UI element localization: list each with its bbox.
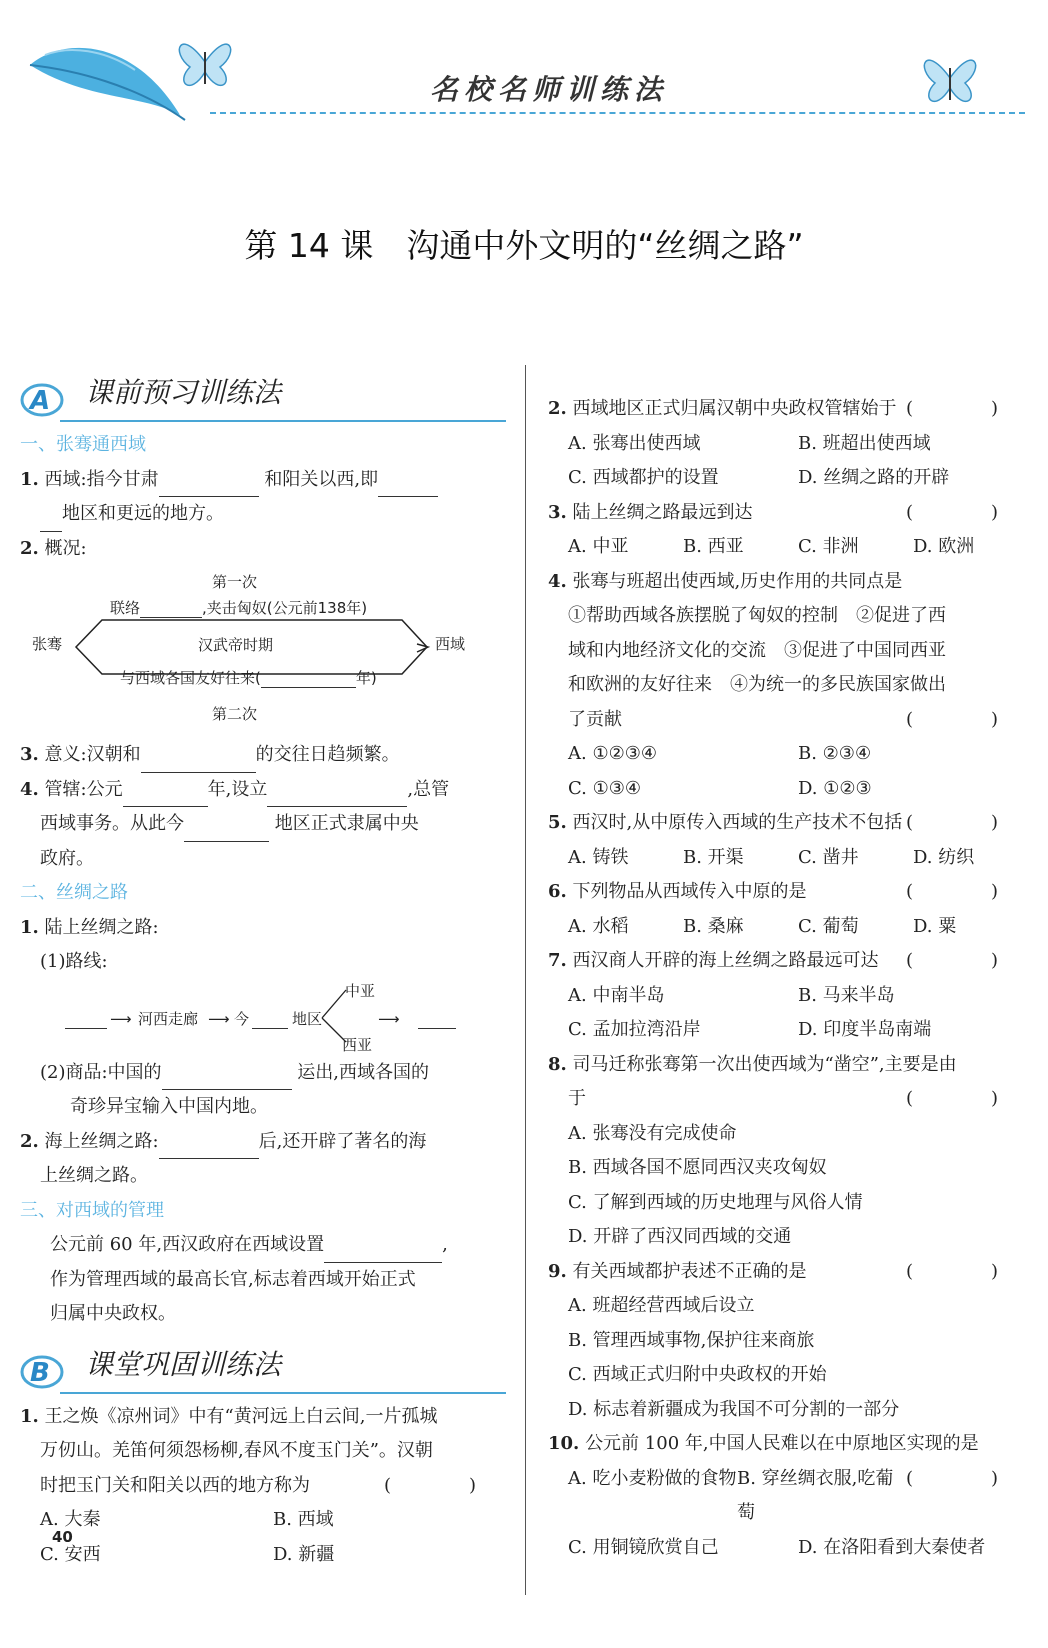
option: D. 丝绸之路的开辟 bbox=[798, 467, 950, 488]
header-divider bbox=[210, 112, 1025, 114]
section-a-badge-icon bbox=[20, 378, 64, 418]
option: A. 吃小麦粉做的食物 bbox=[568, 1467, 737, 1489]
series-title: 名校名师训练法 bbox=[430, 73, 669, 106]
svg-text:B: B bbox=[30, 1357, 50, 1388]
option-row bbox=[548, 427, 1028, 462]
option: A. ①②③④ bbox=[568, 743, 657, 764]
column-divider bbox=[525, 365, 526, 1595]
option-row bbox=[548, 1324, 1028, 1359]
section-a-header bbox=[20, 372, 506, 428]
question-stem: 6. 下列物品从西域传入中原的是 ( ) bbox=[548, 881, 1028, 902]
option-row bbox=[548, 841, 1028, 876]
option: B. ②③④ bbox=[798, 743, 872, 764]
option: A. 张骞没有完成使命 bbox=[568, 1122, 737, 1144]
option-row bbox=[548, 772, 1028, 807]
option: B. 开渠 bbox=[683, 846, 744, 868]
question-stem: 3. 陆上丝绸之路最远到达 ( ) bbox=[548, 501, 1028, 523]
option: D. 欧洲 bbox=[913, 536, 975, 557]
option: B. 马来半岛 bbox=[798, 984, 895, 1006]
silk-road-route-diagram: ⟶ 河西走廊 ⟶ 今 地区 中亚 西亚 ⟶ bbox=[20, 980, 506, 1056]
butterfly-icon bbox=[170, 22, 240, 102]
question-stem-cont: 和欧洲的友好往来 ④为统一的多民族国家做出 bbox=[568, 674, 946, 695]
option-row bbox=[548, 1013, 1028, 1048]
option: C. 了解到西域的历史地理与风俗人情 bbox=[568, 1191, 863, 1213]
option: A. 中南半岛 bbox=[568, 984, 665, 1006]
option: D. 标志着新疆成为我国不可分割的一部分 bbox=[568, 1398, 900, 1420]
right-column: 2. 西域地区正式归属汉朝中央政权管辖始于 ( ) A. 张骞出使西域 B. 班超出使西域 C. 西域都护的设置 D. 丝绸之路的开辟 3. 陆上丝绸之路最远到达 ( ) A. 中亚 B. 西亚 C. 非洲 D. 欧洲 4. 张骞与班超出使西域,历史作用的共同点是 ①帮助西域各族摆脱了匈奴的控制 ②促进了西 域和内地经济文化的交流 ③促进了中国同西亚 和欧洲的友好往来 ④为统一的多民族国家做出 了贡献 ( ) A. ①②③④ B. ②③④ C. ①③④ D. ①②③ 5. 西汉时,从中原传入西域的生产技术不包括 ( ) A. 铸铁 B. 开渠 C. 凿井 D. 纺织 6. 下列物品从西域传入中原的是 ( ) A. 水稻 B. 桑麻 C. 葡萄 D. 粟 7. 西汉商人开辟的海上丝绸之路最远可达 ( ) A. 中南半岛 B. 马来半岛 C. 孟加拉湾沿岸 D. 印度半岛南端 8. 司马迁称张骞第一次出使西域为“凿空”,主要是由 于 ( ) A. 张骞没有完成使命 B. 西域各国不愿同西汉夹攻匈奴 C. 了解到西域的历史地理与风俗人情 D. 开辟了西汉同西域的交通 9. 有关西域都护表述不正确的是 ( ) A. 班超经营西域后设立 B. 管理西域事物,保护往来商旅 C. 西域正式归附中央政权的开始 D. 标志着新疆成为我国不可分割的一部分 10. 公元前 100 年,中国人民难以在中原地区实现的是 ( ) A. 吃小麦粉做的食物 B. 穿丝绸衣服,吃葡萄 C. 用铜镜欣赏自己 D. 在洛阳看到大秦使者 bbox=[548, 392, 1028, 1565]
option: C. 用铜镜欣赏自己 bbox=[568, 1536, 719, 1558]
option-row bbox=[548, 1531, 1028, 1566]
lesson-title: 第 14 课 沟通中外文明的“丝绸之路” bbox=[244, 226, 804, 265]
question: 2. 概况: bbox=[20, 537, 87, 559]
option-row bbox=[548, 979, 1028, 1014]
option-row bbox=[548, 1289, 1028, 1324]
question-stem-cont: 于 ( ) bbox=[568, 1088, 1028, 1109]
option: C. ①③④ bbox=[568, 777, 641, 799]
question-stem-cont: 了贡献 ( ) bbox=[568, 708, 1028, 730]
question-stem: 5. 西汉时,从中原传入西域的生产技术不包括 ( ) bbox=[548, 812, 1028, 833]
page-number: 40 bbox=[52, 1528, 73, 1546]
option-row bbox=[548, 530, 1028, 565]
option: C. 西域都护的设置 bbox=[568, 467, 719, 488]
option: C. 非洲 bbox=[798, 536, 859, 557]
option-row bbox=[548, 1117, 1028, 1152]
option: B. 管理西域事物,保护往来商旅 bbox=[568, 1329, 815, 1351]
question-stem: 2. 西域地区正式归属汉朝中央政权管辖始于 ( ) bbox=[548, 398, 1028, 419]
option-row bbox=[548, 1358, 1028, 1393]
section-b-badge-icon bbox=[20, 1350, 64, 1390]
option-row bbox=[548, 461, 1028, 496]
option: C. 葡萄 bbox=[798, 915, 859, 937]
subheading-1: 一、张骞通西域 bbox=[20, 434, 146, 455]
question-stem-cont: 域和内地经济文化的交流 ③促进了中国同西亚 bbox=[568, 639, 946, 661]
option: C. 西域正式归附中央政权的开始 bbox=[568, 1364, 827, 1385]
option-row bbox=[548, 1462, 906, 1531]
question-stem: 4. 张骞与班超出使西域,历史作用的共同点是 bbox=[548, 570, 903, 592]
option-row bbox=[548, 1151, 1028, 1186]
section-b-header bbox=[20, 1344, 506, 1400]
option-row bbox=[548, 910, 1028, 945]
option: C. 孟加拉湾沿岸 bbox=[568, 1019, 701, 1040]
section-a-title: 课前预习训练法 bbox=[85, 376, 282, 409]
zhang-qian-diagram: 第一次 联络 ,夹击匈奴(公元前138年) 张骞 汉武帝时期 西域 与西域各国友好往来( 年) 第二次 bbox=[32, 573, 466, 723]
option-row bbox=[548, 1393, 1028, 1428]
butterfly-icon bbox=[915, 38, 985, 118]
option: A. 张骞出使西域 bbox=[568, 432, 701, 454]
option: B. 桑麻 bbox=[683, 915, 744, 937]
option: B. 西域各国不愿同西汉夹攻匈奴 bbox=[568, 1157, 827, 1178]
option: B. 西亚 bbox=[683, 536, 744, 557]
question-stem: 10. 公元前 100 年,中国人民难以在中原地区实现的是 bbox=[548, 1433, 979, 1454]
option: D. ①②③ bbox=[798, 777, 872, 799]
option: D. 开辟了西汉同西域的交通 bbox=[568, 1226, 792, 1247]
option-row bbox=[548, 1186, 1028, 1221]
subheading-2: 二、丝绸之路 bbox=[20, 882, 128, 903]
option: B. 班超出使西域 bbox=[798, 432, 931, 454]
option: D. 粟 bbox=[913, 915, 957, 937]
option: A. 班超经营西域后设立 bbox=[568, 1295, 755, 1316]
option: D. 在洛阳看到大秦使者 bbox=[798, 1536, 986, 1558]
question-stem: 8. 司马迁称张骞第一次出使西域为“凿空”,主要是由 bbox=[548, 1053, 957, 1075]
option: A. 中亚 bbox=[568, 536, 629, 557]
section-b-title: 课堂巩固训练法 bbox=[85, 1347, 282, 1381]
option: A. 铸铁 bbox=[568, 846, 629, 868]
svg-text:A: A bbox=[30, 386, 51, 416]
option: C. 凿井 bbox=[798, 846, 859, 868]
question: 1. 西域:指今甘肃 和阳关以西,即 bbox=[20, 463, 506, 498]
option: B. 穿丝绸衣服,吃葡萄 bbox=[736, 1467, 894, 1523]
question-stem-cont: ①帮助西域各族摆脱了匈奴的控制 ②促进了西 bbox=[568, 605, 946, 626]
option-row bbox=[548, 737, 1028, 772]
option: D. 印度半岛南端 bbox=[798, 1019, 932, 1040]
left-column: A 课前预习训练法 一、张骞通西域 1. 西域:指今甘肃 和阳关以西,即 地区和更远的地方。 2. 概况: 第一次 联络 ,夹击匈奴(公元前138年) 张骞 汉武帝时期 西域 与西域各国友好往来( 年) 第二次 3. 意义:汉朝和 的交往日趋频繁。 4. 管辖:公元 年,设立 ,总管 西域事务。从此今 地区正式隶属中央 政府。 二、丝绸之路 1. 陆上丝绸之路: (1)路线: ⟶ 河西走廊 ⟶ 今 地区 中亚 西亚 ⟶ (2)商品:中国的 运出,西域各国的 奇珍异宝输入中国内地。 2. 海上丝绸之路: 后,还开辟了著名的海 上丝绸之路。 三、对西域的管理 公元前 60 年,西汉政府在西域设置 , 作为管理西域的最高长官,标志着西域开始正式 归属中央政权。 B 课堂巩固训练法 1. 王之焕《凉州词》中有“黄河远上白云间,一片孤城 万仞山。羌笛何须怨杨柳,春风不度玉门关”。汉朝 时把玉门关和阳关以西的地方称为 ( ) A. 大秦 B. 西域 C. 安西 D. 新疆 bbox=[20, 372, 506, 1572]
option: A. 水稻 bbox=[568, 915, 629, 937]
option: D. 纺织 bbox=[913, 846, 975, 868]
option-row bbox=[548, 1220, 1028, 1255]
subheading-3: 三、对西域的管理 bbox=[20, 1199, 164, 1221]
question-stem: 9. 有关西域都护表述不正确的是 ( ) bbox=[548, 1260, 1028, 1282]
question-stem: 7. 西汉商人开辟的海上丝绸之路最远可达 ( ) bbox=[548, 950, 1028, 971]
